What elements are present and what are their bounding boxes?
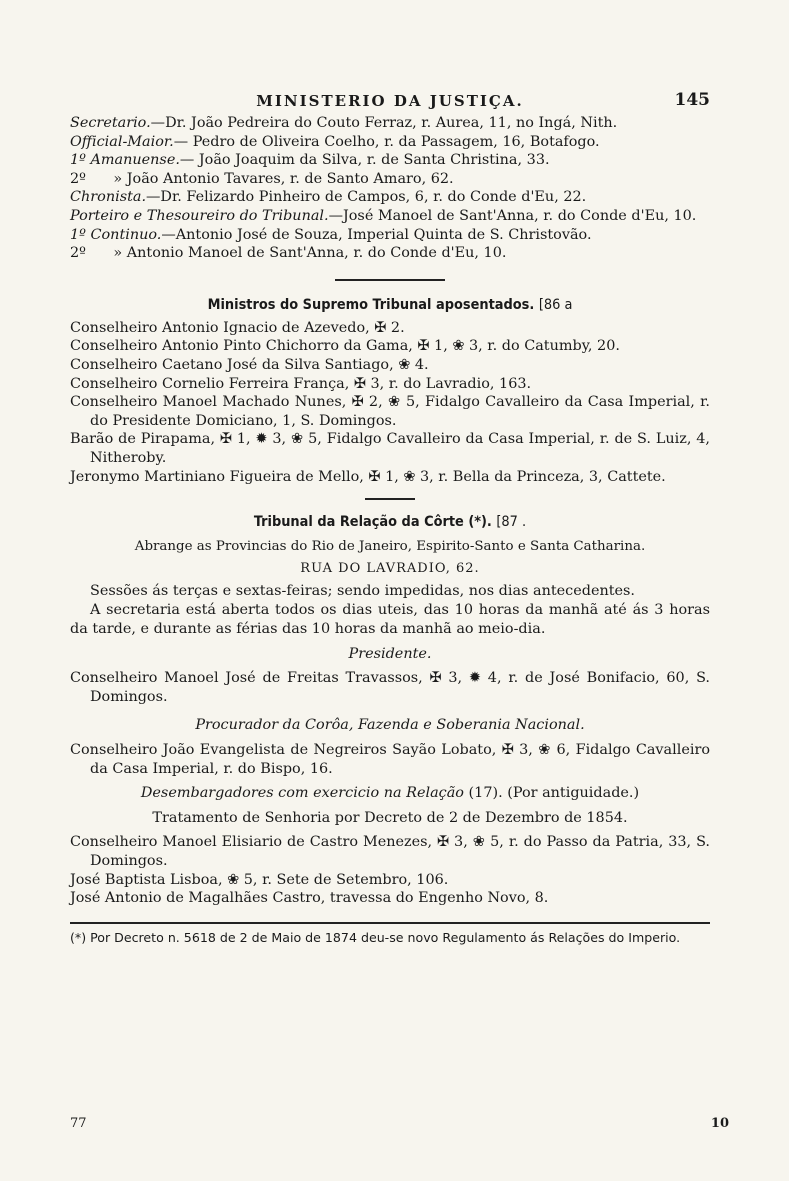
list-item: 1º Continuo.—Antonio José de Souza, Imperial Quinta de S. Christovão. bbox=[70, 226, 592, 243]
document-page bbox=[70, 80, 710, 945]
address: RUA DO LAVRADIO, 62. bbox=[300, 560, 480, 576]
page-number: 145 bbox=[674, 90, 710, 110]
page-title: MINISTERIO DA JUSTIÇA. bbox=[256, 92, 524, 110]
list-item: Porteiro e Thesoureiro do Tribunal.—José Manoel de Sant'Anna, r. do Conde d'Eu, 10. bbox=[70, 207, 697, 224]
paragraph: A secretaria está aberta todos os dias uteis, das 10 horas da manhã até ás 3 horas da tarde, e durante as férias das 10 horas da manhã ao meio-dia. bbox=[70, 601, 710, 637]
list-item: Conselheiro Manoel José de Freitas Travassos, ✠ 3, ✹ 4, r. de José Bonifacio, 60, S. Domingos. bbox=[70, 670, 710, 705]
list-item: Secretario.—Dr. João Pedreira do Couto Ferraz, r. Aurea, 11, no Ingá, Nith. bbox=[70, 115, 618, 131]
subheading: Presidente. bbox=[348, 645, 432, 662]
list-item: José Baptista Lisboa, ❀ 5, r. Sete de Setembro, 106. bbox=[70, 871, 449, 888]
signature-mark: 77 bbox=[70, 1116, 87, 1131]
sheet-number: 10 bbox=[710, 1116, 729, 1131]
section-heading: Tribunal da Relação da Côrte (*). [87 . bbox=[253, 514, 527, 531]
section-heading: Ministros do Supremo Tribunal aposentados. [86 a bbox=[207, 296, 573, 313]
paragraph: Tratamento de Senhoria por Decreto de 2 de Dezembro de 1854. bbox=[152, 809, 628, 826]
list-item: 1º Amanuense.— João Joaquim da Silva, r. de Santa Christina, 33. bbox=[70, 152, 550, 169]
section-subtitle: Abrange as Provincias do Rio de Janeiro, Espirito-Santo e Santa Catharina. bbox=[134, 539, 646, 555]
footnote-divider bbox=[70, 922, 710, 924]
list-item: Conselheiro João Evangelista de Negreiros Sayão Lobato, ✠ 3, ❀ 6, Fidalgo Cavalleiro da Casa Imperial, r. do Bispo, 16. bbox=[70, 742, 710, 777]
staff-list bbox=[70, 114, 710, 263]
list-item: Barão de Pirapama, ✠ 1, ✹ 3, ❀ 5, Fidalgo Cavalleiro da Casa Imperial, r. de S. Luiz, 4, Nitheroby. bbox=[70, 431, 710, 466]
list-item: Conselheiro Antonio Ignacio de Azevedo, ✠ 2. bbox=[70, 319, 405, 336]
list-item: Conselheiro Cornelio Ferreira França, ✠ 3, r. do Lavradio, 163. bbox=[70, 375, 532, 392]
subheading: Desembargadores com exercicio na Relação (17). (Por antiguidade.) bbox=[140, 785, 640, 802]
subheading: Procurador da Corôa, Fazenda e Soberania Nacional. bbox=[195, 717, 585, 734]
list-item: Conselheiro Antonio Pinto Chichorro da Gama, ✠ 1, ❀ 3, r. do Catumby, 20. bbox=[70, 338, 620, 355]
list-item: Chronista.—Dr. Felizardo Pinheiro de Campos, 6, r. do Conde d'Eu, 22. bbox=[70, 189, 587, 206]
judges-list bbox=[70, 833, 710, 907]
list-item: Conselheiro Manoel Machado Nunes, ✠ 2, ❀ 5, Fidalgo Cavalleiro da Casa Imperial, r. do Presidente Domiciano, 1, S. Domingos. bbox=[70, 394, 710, 429]
list-item: Official-Maior.— Pedro de Oliveira Coelho, r. da Passagem, 16, Botafogo. bbox=[70, 133, 600, 150]
list-item: Conselheiro Caetano José da Silva Santiago, ❀ 4. bbox=[70, 356, 429, 373]
list-item: 2º » Antonio Manoel de Sant'Anna, r. do Conde d'Eu, 10. bbox=[70, 245, 507, 262]
paragraph: Sessões ás terças e sextas-feiras; sendo impedidas, nos dias antecedentes. bbox=[90, 582, 635, 599]
list-item: Jeronymo Martiniano Figueira de Mello, ✠ 1, ❀ 3, r. Bella da Princeza, 3, Cattete. bbox=[70, 468, 666, 485]
list-item: 2º » João Antonio Tavares, r. de Santo Amaro, 62. bbox=[70, 170, 454, 187]
running-header bbox=[70, 84, 710, 110]
retired-ministers-list bbox=[70, 319, 710, 486]
footnote: (*) Por Decreto n. 5618 de 2 de Maio de 1874 deu-se novo Regulamento ás Relações do Imperio. bbox=[70, 929, 681, 945]
list-item: José Antonio de Magalhães Castro, travessa do Engenho Novo, 8. bbox=[70, 890, 549, 907]
page-footer bbox=[0, 1116, 789, 1134]
divider bbox=[365, 498, 415, 500]
divider bbox=[335, 279, 445, 281]
list-item: Conselheiro Manoel Elisiario de Castro Menezes, ✠ 3, ❀ 5, r. do Passo da Patria, 33, S. Domingos. bbox=[70, 834, 710, 870]
